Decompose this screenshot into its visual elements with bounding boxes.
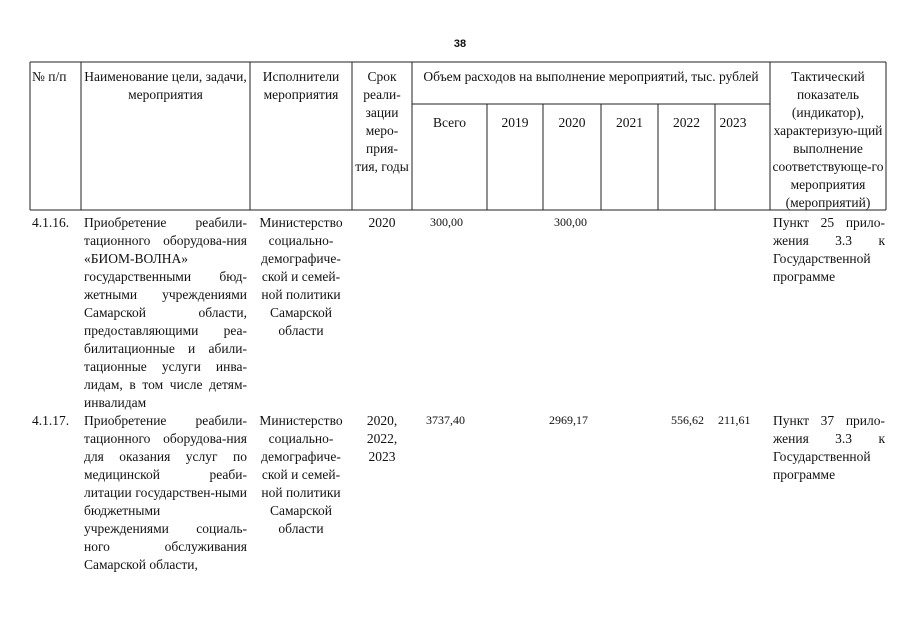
row-name: Приобретение реабили-тационного оборудова-ния «БИОМ-ВОЛНА» государственными бюд-жетными учреждениями Самарской области, предоставляющими реа-билитационные и абили-тационные услуги инва-лидам, в том числе детям-инвалидам [84, 215, 247, 410]
row-executor: Министерство социально-демографиче-ской и семей-ной политики Самарской области [259, 413, 343, 536]
row-term: 2020, 2022, 2023 [366, 413, 398, 464]
row-2023: 211,61 [718, 413, 751, 427]
row-term: 2020 [368, 215, 396, 230]
row-2022: 556,62 [671, 413, 704, 427]
row-name: Приобретение реабили-тационного оборудова-ния для оказания услуг по медицинской реаби-литации государствен-ными бюджетными учреждениями социаль-ного обслуживания Самарской области, [84, 413, 247, 572]
header-executors: Исполнители мероприятия [262, 69, 340, 102]
row-total: 3737,40 [426, 413, 465, 427]
row-2020: 2969,17 [549, 413, 588, 427]
header-num: № п/п [32, 69, 67, 84]
header-year-2022: 2022 [673, 115, 700, 130]
page-number: 38 [453, 38, 467, 50]
header-year-2023: 2023 [719, 115, 747, 130]
header-indicator: Тактический показатель (индикатор), характеризую-щий выполнение соответствующе-го мероприятия (мероприятий) [772, 69, 884, 210]
row-indicator: Пункт 25 прило-жения 3.3 к Государственной программе [773, 215, 885, 284]
header-year-2020: 2020 [558, 115, 586, 130]
header-year-2021: 2021 [616, 115, 643, 130]
row-2020: 300,00 [554, 215, 587, 229]
row-num: 4.1.17. [32, 413, 70, 428]
header-name: Наименование цели, задачи, мероприятия [84, 69, 247, 102]
header-term: Срок реали-зации меро-прия-тия, годы [355, 69, 409, 174]
row-total: 300,00 [430, 215, 463, 229]
row-indicator: Пункт 37 прило-жения 3.3 к Государственной программе [773, 413, 885, 482]
row-executor: Министерство социально-демографиче-ской и семей-ной политики Самарской области [259, 215, 343, 338]
header-total: Всего [432, 115, 467, 130]
header-year-2019: 2019 [501, 115, 529, 130]
header-expenses: Объем расходов на выполнение мероприятий, тыс. рублей [423, 69, 759, 84]
row-num: 4.1.16. [32, 215, 70, 230]
